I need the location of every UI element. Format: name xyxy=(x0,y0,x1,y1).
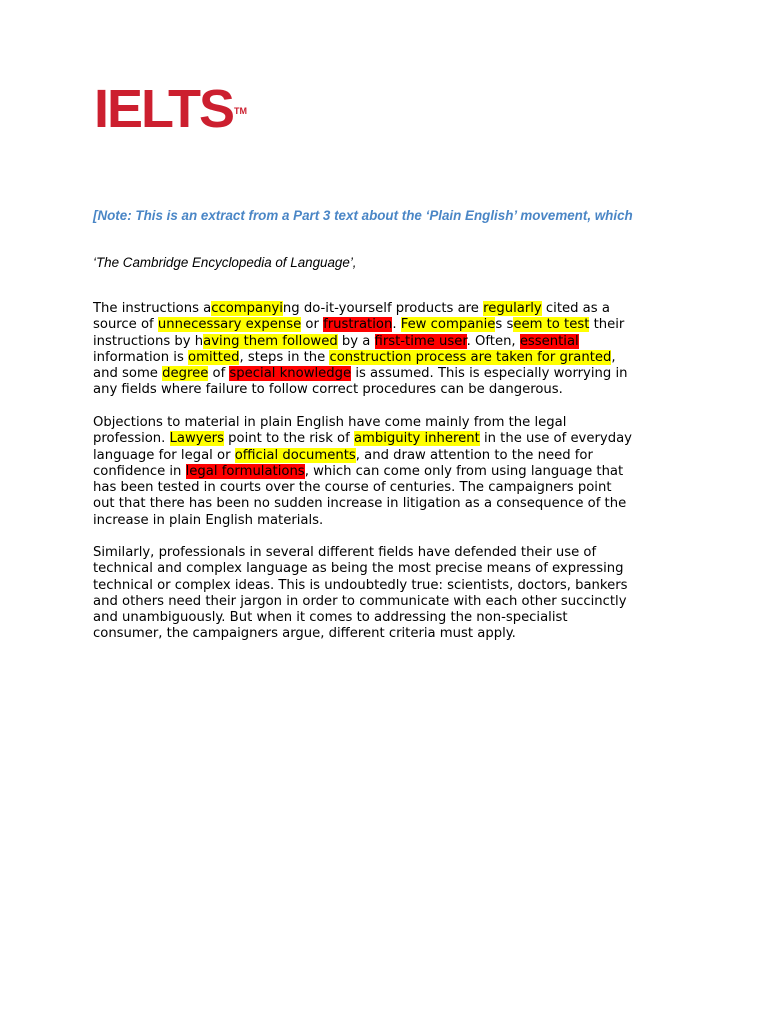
highlight-yellow: aving them followed xyxy=(203,333,338,349)
text-line xyxy=(93,480,693,496)
text-segment: profession. xyxy=(93,431,170,447)
highlight-yellow: unnecessary expense xyxy=(157,317,302,333)
text-segment: in the use of everyday xyxy=(479,431,632,447)
paragraph-3 xyxy=(93,545,693,643)
text-line xyxy=(93,610,693,626)
highlight-red: frustration xyxy=(323,317,393,333)
highlight-yellow: construction process are taken for granted xyxy=(329,349,612,365)
highlight-red: legal formulations xyxy=(185,463,305,479)
text-line xyxy=(93,334,693,350)
text-segment: consumer, the campaigners argue, different criteria must apply. xyxy=(93,626,516,642)
ielts-logo xyxy=(94,79,248,139)
text-line xyxy=(93,545,693,561)
highlight-yellow: official documents xyxy=(234,447,356,463)
text-line xyxy=(93,366,693,382)
text-segment: ng do-it-yourself products are xyxy=(282,301,484,316)
highlight-yellow: ccompanyi xyxy=(211,301,283,316)
text-line xyxy=(93,594,693,610)
text-segment: and some xyxy=(93,366,163,382)
text-line xyxy=(93,301,693,317)
text-line xyxy=(93,415,693,431)
text-line xyxy=(93,448,693,464)
text-segment: technical and complex language as being the most precise means of expressing xyxy=(93,561,624,577)
text-line xyxy=(93,578,693,594)
text-segment: has been tested in courts over the course of centuries. The campaigners point xyxy=(93,480,612,496)
text-line xyxy=(93,513,693,529)
text-segment: out that there has been no sudden increase in litigation as a consequence of the xyxy=(93,496,627,512)
text-segment: The instructions a xyxy=(93,301,212,316)
text-line xyxy=(93,317,693,333)
text-line xyxy=(93,626,693,642)
paragraph-2 xyxy=(93,415,693,529)
text-segment: . Often, xyxy=(466,333,520,349)
text-segment: is assumed. This is especially worrying in xyxy=(351,366,628,382)
paragraph-1 xyxy=(93,301,693,399)
text-line xyxy=(93,561,693,577)
source-citation: ‘The Cambridge Encyclopedia of Language’, xyxy=(93,255,357,270)
text-segment: their xyxy=(589,317,625,333)
text-segment: any fields where failure to follow correct procedures can be dangerous. xyxy=(93,382,563,398)
editor-note: [Note: This is an extract from a Part 3 text about the ‘Plain English’ movement, which xyxy=(93,208,633,223)
text-segment: language for legal or xyxy=(93,447,235,463)
highlight-yellow: Few companie xyxy=(400,317,496,333)
logo-text: IELTS xyxy=(94,79,234,139)
trademark-mark: TM xyxy=(234,106,248,116)
text-segment: and others need their jargon in order to communicate with each other succinctly xyxy=(93,593,627,609)
text-segment: increase in plain English materials. xyxy=(93,512,324,528)
highlight-yellow: ambiguity inherent xyxy=(353,431,480,447)
highlight-yellow: Lawyers xyxy=(169,431,224,447)
highlight-red: first-time user xyxy=(374,333,467,349)
text-segment: , xyxy=(611,349,616,365)
text-segment: , which can come only from using language that xyxy=(304,463,624,479)
text-segment: s s xyxy=(495,317,514,333)
highlight-yellow: regularly xyxy=(483,301,542,316)
text-segment: information is xyxy=(93,349,189,365)
highlight-yellow: eem to test xyxy=(513,317,590,333)
text-segment: of xyxy=(208,366,230,382)
highlight-yellow: omitted xyxy=(188,349,240,365)
text-segment: point to the risk of xyxy=(223,431,354,447)
text-line xyxy=(93,350,693,366)
text-segment: , and draw attention to the need for xyxy=(355,447,593,463)
text-segment: . xyxy=(392,317,401,333)
text-segment: confidence in xyxy=(93,463,186,479)
text-segment: or xyxy=(301,317,324,333)
text-segment: Objections to material in plain English have come mainly from the legal xyxy=(93,415,567,430)
text-line xyxy=(93,382,693,398)
text-segment: cited as a xyxy=(541,301,610,316)
text-segment: instructions by h xyxy=(93,333,204,349)
text-line xyxy=(93,431,693,447)
text-segment: by a xyxy=(337,333,375,349)
text-line xyxy=(93,496,693,512)
text-segment: and unambiguously. But when it comes to addressing the non-specialist xyxy=(93,610,568,626)
text-line xyxy=(93,464,693,480)
text-segment: , steps in the xyxy=(239,349,330,365)
text-segment: Similarly, professionals in several different fields have defended their use of xyxy=(93,545,597,560)
highlight-yellow: degree xyxy=(162,366,209,382)
text-segment: source of xyxy=(93,317,158,333)
text-segment: technical or complex ideas. This is undoubtedly true: scientists, doctors, bankers xyxy=(93,577,628,593)
highlight-red: essential xyxy=(519,333,579,349)
highlight-red: special knowledge xyxy=(229,366,352,382)
